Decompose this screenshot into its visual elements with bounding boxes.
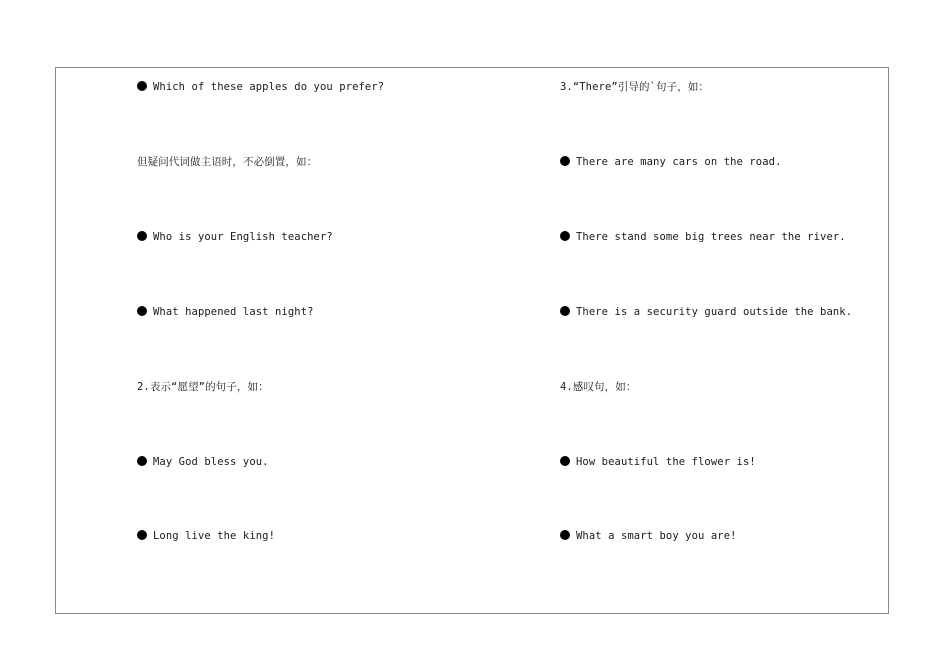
right-line-5 — [560, 380, 636, 394]
left-line-5 — [137, 380, 269, 394]
right-line-6 — [560, 455, 756, 469]
left-line-6-text: May God bless you. — [153, 456, 269, 468]
bullet-icon — [137, 81, 147, 91]
bullet-icon — [560, 231, 570, 241]
right-line-5-text: 4.感叹句，如： — [560, 381, 637, 393]
left-line-2 — [137, 155, 317, 169]
right-line-6-text: How beautiful the flower is! — [576, 456, 756, 468]
bullet-icon — [137, 231, 147, 241]
bullet-icon — [137, 306, 147, 316]
right-line-4-text: There is a security guard outside the bank. — [576, 306, 853, 318]
bullet-icon — [137, 456, 147, 466]
right-line-7-text: What a smart boy you are! — [576, 530, 737, 542]
left-line-1-text: Which of these apples do you prefer? — [153, 81, 385, 93]
right-line-3 — [560, 230, 846, 244]
left-line-2-text: 但疑问代词做主语时，不必倒置，如： — [137, 156, 318, 168]
bullet-icon — [560, 456, 570, 466]
bullet-icon — [560, 306, 570, 316]
left-line-5-text: 2.表示“愿望”的句子，如： — [137, 381, 269, 393]
bullet-icon — [137, 530, 147, 540]
left-line-1 — [137, 80, 384, 94]
right-line-1 — [560, 80, 709, 94]
left-line-4-text: What happened last night? — [153, 306, 314, 318]
bullet-icon — [560, 530, 570, 540]
bullet-icon — [560, 156, 570, 166]
left-line-7-text: Long live the king! — [153, 530, 276, 542]
left-line-3-text: Who is your English teacher? — [153, 231, 333, 243]
right-line-1-text: 3.“There”引导的`句子，如： — [560, 81, 710, 93]
right-line-4 — [560, 305, 852, 319]
right-line-2 — [560, 155, 782, 169]
left-line-3 — [137, 230, 333, 244]
right-line-7 — [560, 529, 737, 543]
right-line-3-text: There stand some big trees near the river. — [576, 231, 846, 243]
left-line-7 — [137, 529, 275, 543]
right-line-2-text: There are many cars on the road. — [576, 156, 782, 168]
left-line-6 — [137, 455, 269, 469]
left-line-4 — [137, 305, 314, 319]
